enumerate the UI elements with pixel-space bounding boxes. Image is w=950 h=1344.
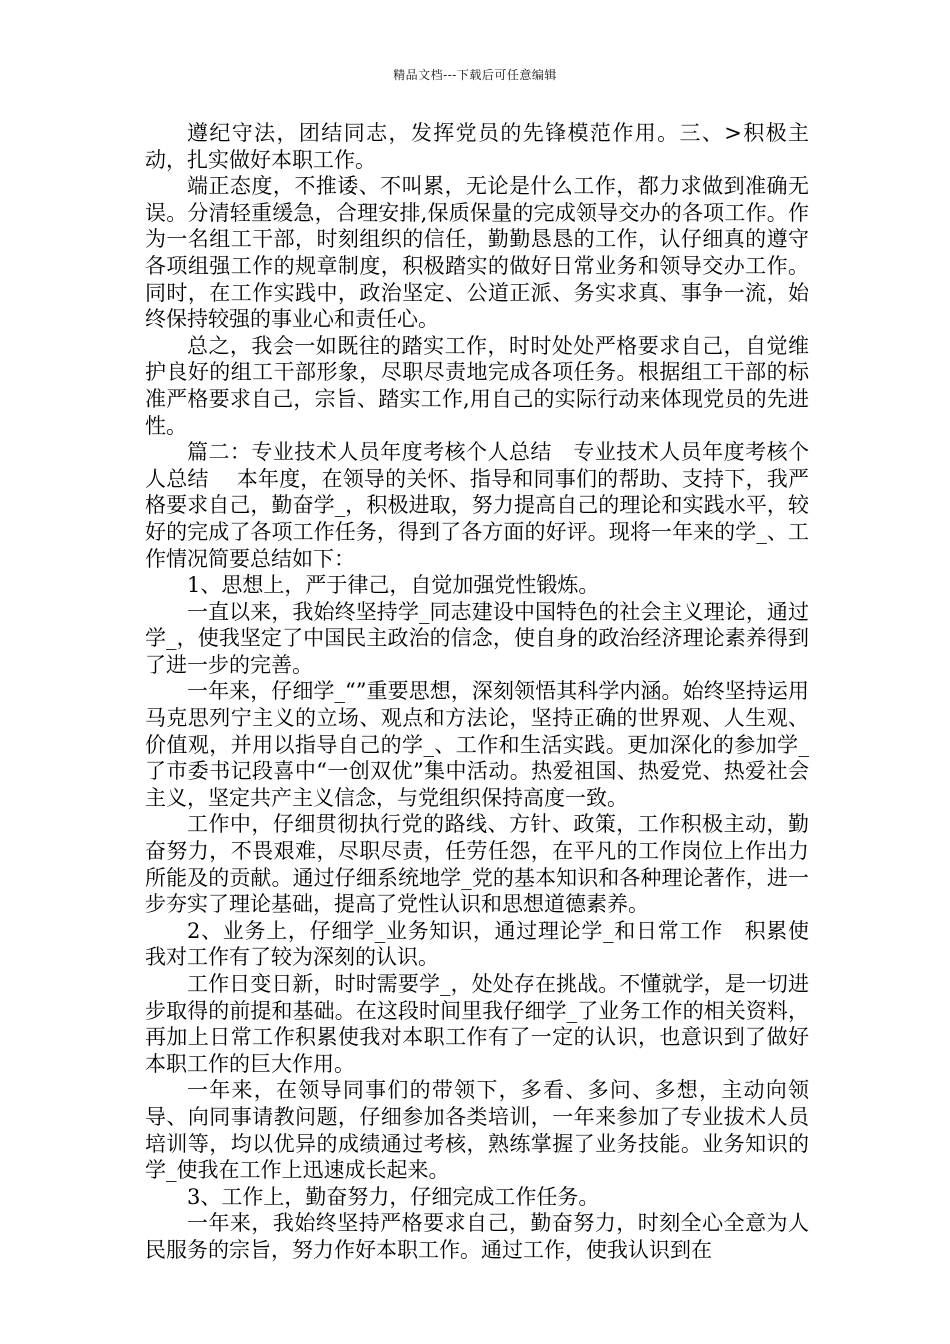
paragraph: 2、业务上，仔细学_业务知识，通过理论学_和日常工作 积累使我对工作有了较为深刻的认识。 [145,918,809,970]
paragraph: 一年来，在领导同事们的带领下，多看、多问、多想，主动向领导、向同事请教问题，仔细参加各类培训，一年来参加了专业拔术人员培训等，均以优异的成绩通过考核，熟练掌握了业务技能。业务知识的学_使我在工作上迅速成长起来。 [145,1078,809,1183]
paragraph: 3、工作上，勤奋努力，仔细完成工作任务。 [187,1184,600,1209]
paragraph: 工作中，仔细贯彻执行党的路线、方针、政策，工作积极主动，勤奋努力，不畏艰难，尽职尽责，任劳任怨，在平凡的工作岗位上作出力所能及的贡献。通过仔细系统地学_党的基本知识和各种理论著作，进一步夯实了理论基础，提高了党性认识和思想道德素养。 [145,812,809,917]
paragraph: 一直以来，我始终坚持学_同志建设中国特色的社会主义理论，通过学_，使我坚定了中国民主政治的信念，使自身的政治经济理论素养得到了进一步的完善。 [145,599,809,677]
paragraph: 工作日变日新，时时需要学_，处处存在挑战。不懂就学，是一切进步取得的前提和基础。在这段时间里我仔细学_了业务工作的相关资料，再加上日常工作积累使我对本职工作有了一定的认识，也意识到了做好本职工作的巨大作用。 [145,972,809,1076]
paragraph: 1、思想上，严于律己，自觉加强党性锻炼。 [187,573,600,598]
document-body [145,120,809,1264]
paragraph: 篇二：专业技术人员年度考核个人总结 专业技术人员年度考核个人总结 本年度，在领导的关怀、指导和同事们的帮助、支持下，我严格要求自己，勤奋学_，积极进取，努力提高自己的理论和实践水平，较好的完成了各项工作任务，得到了各方面的好评。现将一年来的学_、工作情况简要总结如下： [145,440,809,571]
paragraph: 一年来，仔细学_“”重要思想，深刻领悟其科学内涵。始终坚持运用马克思列宁主义的立场、观点和方法论，坚持正确的世界观、人生观、价值观，并用以指导自己的学_、工作和生活实践。更加深化的参加学_了市委书记段喜中“一创双优”集中活动。热爱祖国、热爱党、热爱社会主义，坚定共产主义信念，与党组织保持高度一致。 [145,679,809,810]
paragraph: 遵纪守法，团结同志，发挥党员的先锋模范作用。三、>积极主动，扎实做好本职工作。 [145,121,809,172]
paragraph: 一年来，我始终坚持严格要求自己，勤奋努力，时刻全心全意为人民服务的宗旨，努力作好本职工作。通过工作，使我认识到在 [145,1211,809,1262]
paragraph: 总之，我会一如既往的踏实工作，时时处处严格要求自己，自觉维护良好的组工干部形象，尽职尽责地完成各项任务。根据组工干部的标准严格要求自己，宗旨、踏实工作,用自己的实际行动来体现党员的先进性。 [145,333,809,438]
paragraph: 端正态度，不推诿、不叫累，无论是什么工作，都力求做到准确无误。分清轻重缓急，合理安排,保质保量的完成领导交办的各项工作。作为一名组工干部，时刻组织的信任，勤勤恳恳的工作，认仔细真的遵守各项组强工作的规章制度，积极踏实的做好日常业务和领导交办工作。同时，在工作实践中，政治坚定、公道正派、务实求真、事争一流，始终保持较强的事业心和责任心。 [145,174,809,332]
page-header: 精品文档---下载后可任意编辑 [393,68,557,82]
